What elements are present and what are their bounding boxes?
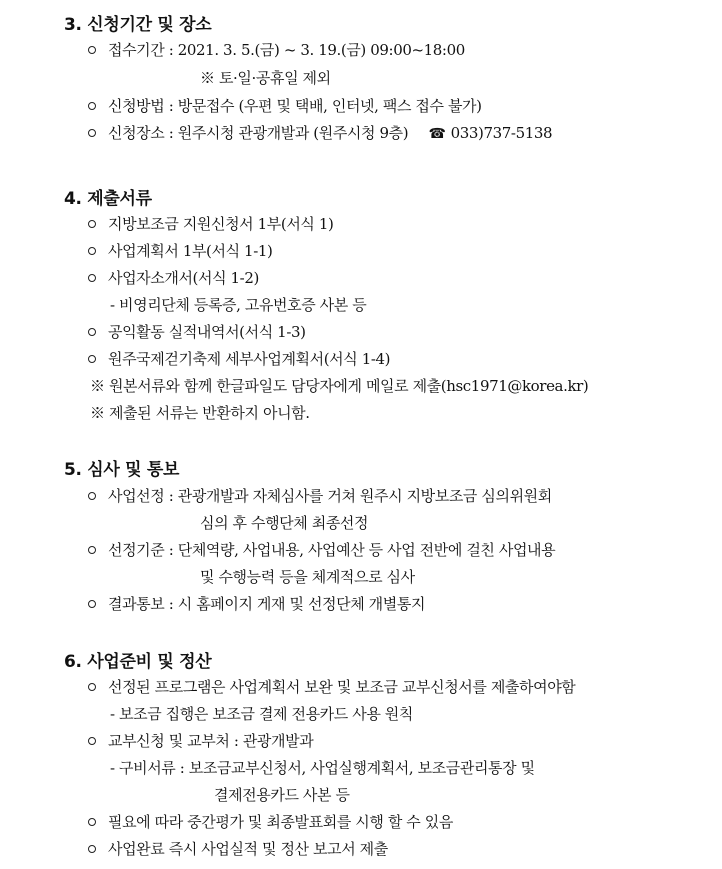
- notification: 결과통보 : 시 홈페이지 게재 및 선정단체 개별통지: [108, 595, 426, 613]
- selection-cont: 심의 후 수행단체 최종선정: [200, 514, 369, 532]
- circle-bullet-icon: [88, 818, 96, 826]
- circle-bullet-icon: [88, 328, 96, 336]
- section-5-title: 5. 심사 및 통보: [64, 460, 180, 480]
- doc-item-4: 공익활동 실적내역서(서식 1-3): [108, 323, 306, 341]
- section-3-title: 3. 신청기간 및 장소: [64, 15, 212, 35]
- apply-place-phone: 033)737-5138: [450, 124, 553, 142]
- prep-item-1: 선정된 프로그램은 사업계획서 보완 및 보조금 교부신청서를 제출하여야함: [108, 678, 576, 696]
- doc-item-3: 사업자소개서(서식 1-2): [108, 269, 259, 287]
- circle-bullet-icon: [88, 492, 96, 500]
- circle-bullet-icon: [88, 600, 96, 608]
- apply-place: [108, 123, 552, 144]
- circle-bullet-icon: [88, 46, 96, 54]
- circle-bullet-icon: [88, 355, 96, 363]
- prep-item-2: 교부신청 및 교부처 : 관광개발과: [108, 732, 314, 750]
- apply-method: 신청방법 : 방문접수 (우편 및 택배, 인터넷, 팩스 접수 불가): [108, 97, 482, 115]
- doc-note-2: ※ 제출된 서류는 반환하지 아니함.: [90, 404, 310, 422]
- doc-item-3-sub: - 비영리단체 등록증, 고유번호증 사본 등: [110, 296, 367, 314]
- circle-bullet-icon: [88, 220, 96, 228]
- circle-bullet-icon: [88, 102, 96, 110]
- prep-item-4: 사업완료 즉시 사업실적 및 정산 보고서 제출: [108, 840, 388, 858]
- criteria-cont: 및 수행능력 등을 체계적으로 심사: [200, 568, 415, 586]
- circle-bullet-icon: [88, 546, 96, 554]
- doc-note-1: ※ 원본서류와 함께 한글파일도 담당자에게 메일로 제출(hsc1971@korea.kr): [90, 377, 589, 395]
- circle-bullet-icon: [88, 683, 96, 691]
- apply-period-note: ※ 토·일·공휴일 제외: [200, 69, 331, 87]
- section-4-title: 4. 제출서류: [64, 189, 152, 209]
- doc-item-1: 지방보조금 지원신청서 1부(서식 1): [108, 215, 334, 233]
- circle-bullet-icon: [88, 129, 96, 137]
- apply-place-label: 신청장소 : 원주시청 관광개발과 (원주시청 9층): [108, 124, 409, 142]
- criteria: 선정기준 : 단체역량, 사업내용, 사업예산 등 사업 전반에 걸친 사업내용: [108, 541, 556, 559]
- prep-item-2-sub: - 구비서류 : 보조금교부신청서, 사업실행계획서, 보조금관리통장 및: [110, 759, 535, 777]
- circle-bullet-icon: [88, 737, 96, 745]
- apply-period: 접수기간 : 2021. 3. 5.(금) ~ 3. 19.(금) 09:00~18:00: [108, 41, 465, 59]
- circle-bullet-icon: [88, 247, 96, 255]
- circle-bullet-icon: [88, 845, 96, 853]
- doc-item-2: 사업계획서 1부(서식 1-1): [108, 242, 273, 260]
- selection: 사업선정 : 관광개발과 자체심사를 거쳐 원주시 지방보조금 심의위원회: [108, 487, 552, 505]
- section-6-title: 6. 사업준비 및 정산: [64, 652, 212, 672]
- telephone-icon: ☎: [428, 126, 446, 142]
- circle-bullet-icon: [88, 274, 96, 282]
- prep-item-1-sub: - 보조금 집행은 보조금 결제 전용카드 사용 원칙: [110, 705, 413, 723]
- prep-item-2-sub-cont: 결제전용카드 사본 등: [214, 786, 350, 804]
- prep-item-3: 필요에 따라 중간평가 및 최종발표회를 시행 할 수 있음: [108, 813, 453, 831]
- doc-item-5: 원주국제걷기축제 세부사업계획서(서식 1-4): [108, 350, 391, 368]
